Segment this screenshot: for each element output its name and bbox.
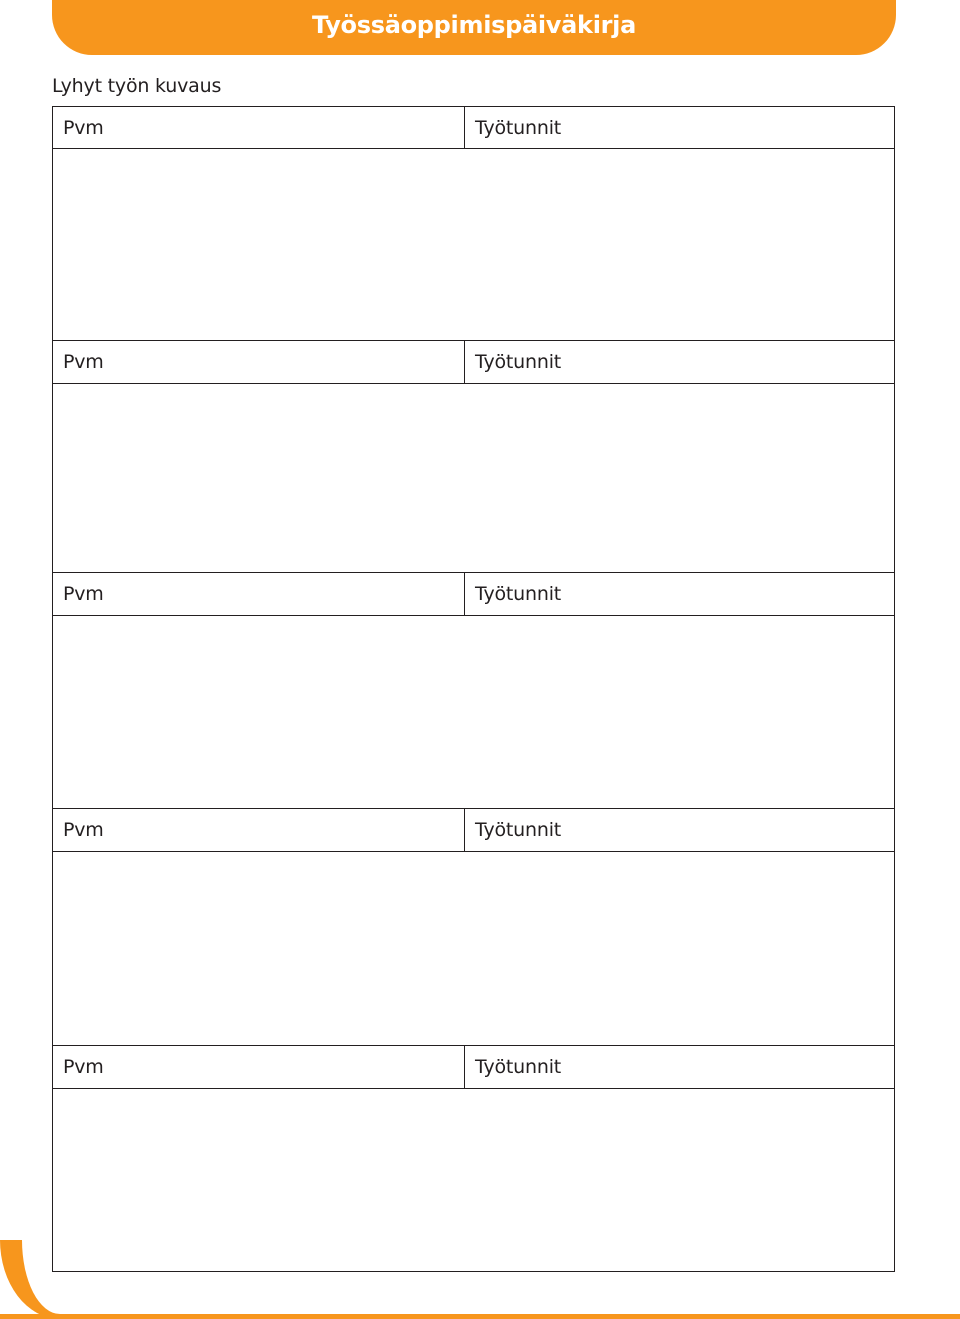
work-hours-label: Työtunnit — [475, 116, 562, 139]
date-label: Pvm — [63, 351, 104, 373]
entry-header-row — [53, 572, 894, 616]
date-label: Pvm — [63, 583, 104, 605]
work-hours-label: Työtunnit — [475, 1056, 562, 1078]
date-field[interactable] — [53, 107, 465, 148]
footer-corner-decoration — [0, 1240, 60, 1319]
date-label: Pvm — [63, 819, 104, 841]
work-hours-label: Työtunnit — [475, 583, 562, 605]
date-field[interactable] — [53, 1046, 465, 1088]
header-banner — [52, 0, 896, 55]
entry-header-row — [53, 808, 894, 852]
work-description-area[interactable] — [53, 852, 894, 1045]
work-description-label: Lyhyt työn kuvaus — [52, 75, 222, 97]
date-label: Pvm — [63, 116, 104, 139]
work-hours-field[interactable] — [465, 573, 894, 615]
diary-log-table — [52, 106, 895, 1272]
entry-header-row — [53, 1045, 894, 1089]
work-description-area[interactable] — [53, 1089, 894, 1270]
work-hours-field[interactable] — [465, 107, 894, 148]
work-hours-label: Työtunnit — [475, 819, 562, 841]
work-hours-field[interactable] — [465, 341, 894, 383]
footer-bar — [0, 1314, 960, 1319]
work-description-area[interactable] — [53, 149, 894, 341]
work-description-area[interactable] — [53, 616, 894, 808]
entry-header-row — [53, 107, 894, 149]
date-field[interactable] — [53, 809, 465, 851]
work-hours-field[interactable] — [465, 809, 894, 851]
entry-header-row — [53, 340, 894, 384]
work-hours-field[interactable] — [465, 1046, 894, 1088]
date-field[interactable] — [53, 573, 465, 615]
work-description-area[interactable] — [53, 384, 894, 572]
work-hours-label: Työtunnit — [475, 351, 562, 373]
date-field[interactable] — [53, 341, 465, 383]
date-label: Pvm — [63, 1056, 104, 1078]
page-title: Työssäoppimispäiväkirja — [311, 11, 636, 39]
